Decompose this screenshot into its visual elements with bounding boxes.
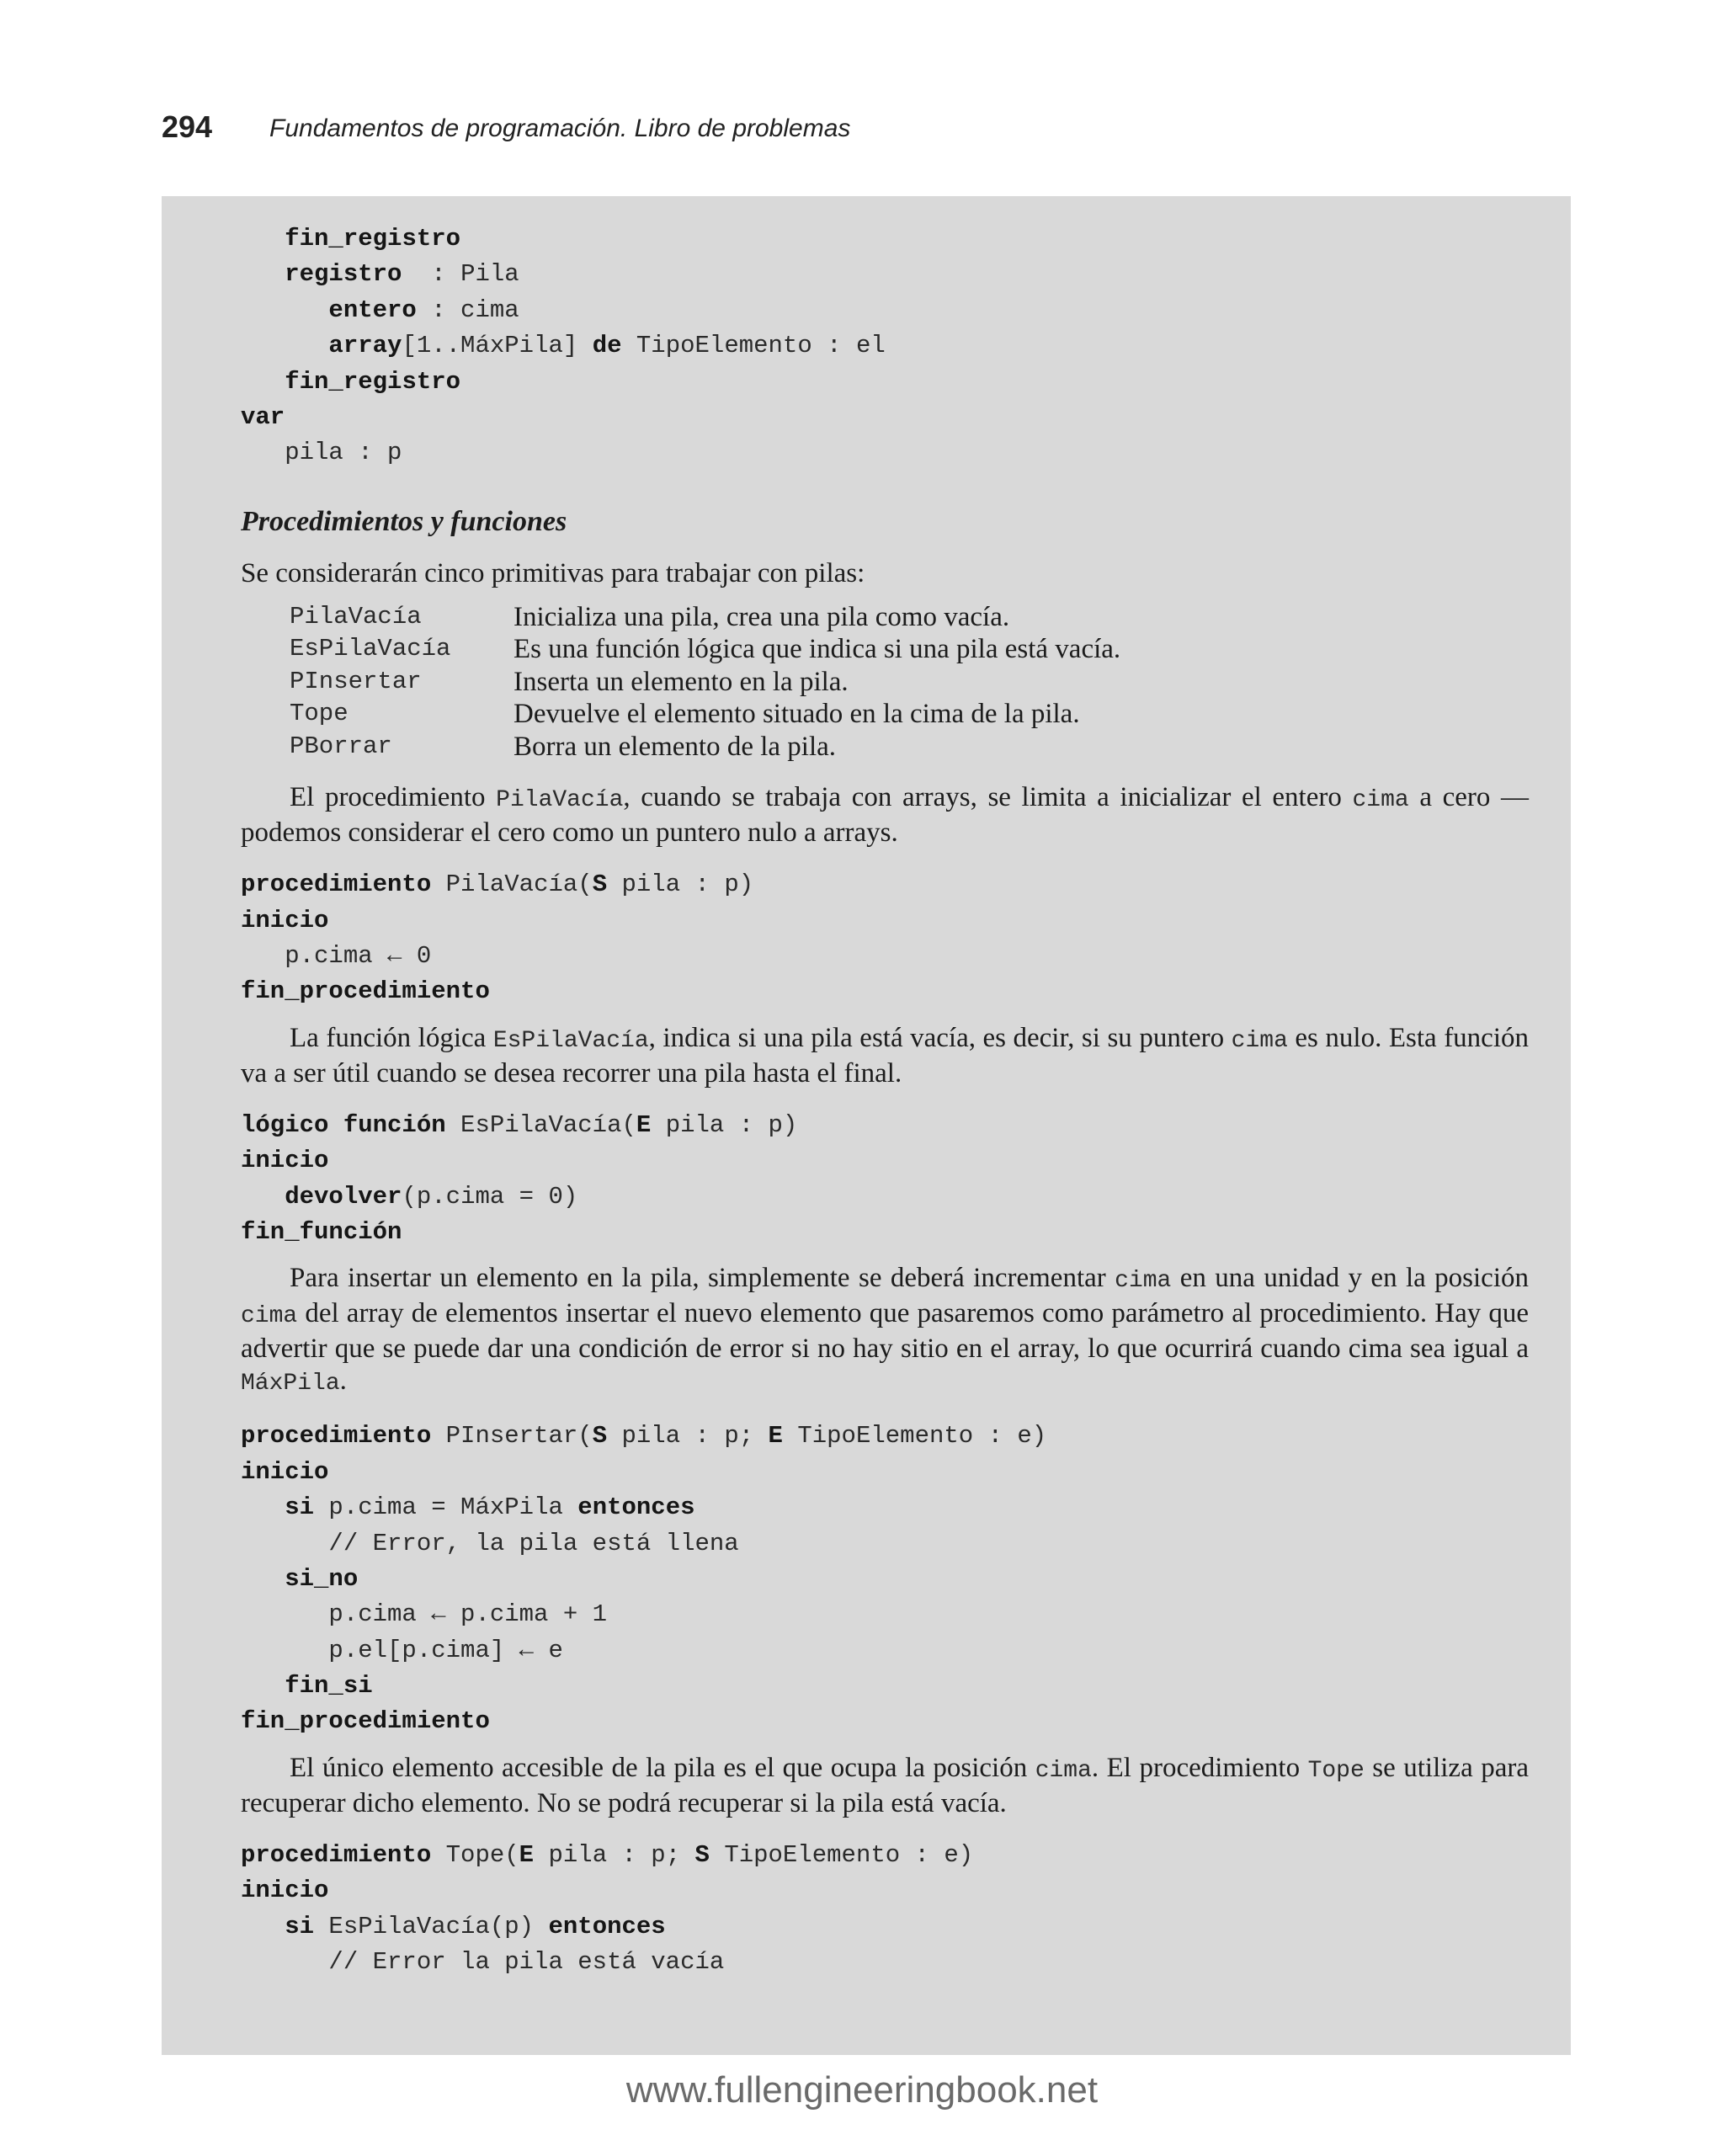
paragraph-espilavacia: [241, 1022, 1529, 1089]
code-keyword: entonces: [577, 1493, 695, 1522]
paragraph-text: en una unidad y en la posición: [1171, 1263, 1529, 1294]
code-text: TipoElemento : el: [621, 332, 886, 360]
code-text: [241, 1565, 285, 1593]
inline-code: cima: [1035, 1757, 1092, 1784]
paragraph-text: es nulo. Esta función va a ser útil cuando se desea recorrer una pila hasta el final.: [241, 1022, 1529, 1089]
code-keyword: fin_registro: [285, 367, 461, 396]
code-text: EsPilaVacía(p): [314, 1912, 549, 1940]
code-line: [241, 1669, 1529, 1704]
code-keyword: inicio: [241, 906, 329, 934]
code-line: [241, 1215, 1529, 1250]
code-keyword: fin_registro: [285, 225, 461, 253]
code-line: [241, 1455, 1529, 1490]
code-text: : cima: [416, 295, 519, 324]
paragraph-text: . El procedimiento: [1091, 1752, 1308, 1783]
code-line: [241, 293, 1529, 328]
inline-code: MáxPila: [241, 1371, 340, 1397]
primitive-name: EsPilaVacía: [290, 635, 451, 663]
code-text: [241, 368, 285, 396]
code-text: [241, 1672, 285, 1700]
code-line: [241, 939, 1529, 974]
list-item: [290, 666, 1529, 699]
code-line: [241, 1838, 1529, 1873]
code-text: Tope(: [431, 1840, 519, 1869]
inline-code: PilaVacía: [496, 787, 624, 814]
code-keyword: devolver: [285, 1182, 402, 1211]
primitives-list: [290, 601, 1529, 764]
paragraph-tope: [241, 1752, 1529, 1819]
code-text: // Error, la pila está llena: [241, 1529, 739, 1557]
code-keyword: S: [592, 1422, 608, 1451]
code-text: [241, 260, 285, 288]
code-keyword: procedimiento: [241, 1840, 432, 1869]
code-keyword: lógico función: [241, 1110, 446, 1139]
list-item: [290, 698, 1529, 731]
list-item: [290, 731, 1529, 764]
code-text: p.cima = MáxPila: [314, 1493, 578, 1522]
paragraph-text: , cuando se trabaja con arrays, se limita a inicializar el entero: [623, 782, 1353, 813]
code-keyword: entonces: [548, 1912, 666, 1940]
primitive-name: Tope: [290, 700, 349, 728]
code-text: pila : p: [241, 439, 402, 467]
code-line: [241, 1633, 1529, 1669]
code-line: [241, 867, 1529, 902]
code-text: (p.cima = 0): [402, 1182, 578, 1211]
list-item: [290, 633, 1529, 666]
code-keyword: E: [768, 1422, 783, 1451]
inline-code: cima: [1231, 1027, 1288, 1054]
code-line: [241, 974, 1529, 1009]
code-line: [241, 1597, 1529, 1632]
watermark-url: www.fullengineeringbook.net: [625, 2069, 1099, 2111]
intro-paragraph: Se considerarán cinco primitivas para trabajar con pilas:: [241, 557, 865, 588]
code-block-pilavacia: [241, 867, 1529, 1010]
code-block-espilavacia: [241, 1108, 1529, 1251]
code-keyword: E: [519, 1840, 535, 1869]
code-line: [241, 1108, 1529, 1143]
code-text: [241, 225, 285, 253]
code-text: [241, 1183, 285, 1211]
primitive-description: Es una función lógica que indica si una pila está vacía.: [513, 634, 1121, 665]
primitive-description: Borra un elemento de la pila.: [513, 731, 837, 762]
code-line: [241, 1490, 1529, 1525]
code-block-pinsertar: [241, 1419, 1529, 1740]
page-number: 294: [162, 109, 213, 144]
code-keyword: si: [285, 1912, 315, 1940]
code-line: [241, 328, 1529, 364]
inline-code: cima: [1115, 1268, 1172, 1295]
code-text: p.el[p.cima] ← e: [241, 1636, 563, 1664]
code-line: [241, 257, 1529, 292]
code-text: pila : p): [651, 1110, 798, 1139]
code-text: PInsertar(: [431, 1422, 593, 1451]
code-line: [241, 1179, 1529, 1215]
paragraph-pilavacia: [241, 781, 1529, 849]
code-text: p.cima ← p.cima + 1: [241, 1600, 608, 1629]
code-text: PilaVacía(: [431, 870, 593, 899]
paragraph-text: .: [339, 1365, 347, 1397]
code-keyword: array: [328, 332, 402, 360]
code-keyword: si: [285, 1493, 315, 1522]
code-text: EsPilaVacía(: [445, 1110, 636, 1139]
code-text: // Error la pila está vacía: [241, 1948, 725, 1977]
paragraph-text: del array de elementos insertar el nuevo elemento que pasaremos como parámetro al procedimiento. Hay que advertir que se puede dar una condición de error si no hay sitio en el array, lo que ocurrirá cuando cima sea igual a: [241, 1298, 1529, 1365]
code-text: [241, 1913, 285, 1940]
code-keyword: entero: [328, 295, 417, 324]
code-keyword: S: [592, 870, 608, 899]
primitive-description: Devuelve el elemento situado en la cima de la pila.: [513, 699, 1080, 730]
code-text: [241, 1493, 285, 1521]
primitive-name: PBorrar: [290, 732, 392, 760]
paragraph-text: se utiliza para recuperar dicho elemento. No se podrá recuperar si la pila está vacía.: [241, 1752, 1529, 1818]
inline-code: Tope: [1307, 1757, 1365, 1784]
inline-code: cima: [241, 1303, 298, 1330]
code-keyword: si_no: [285, 1564, 359, 1593]
code-line: [241, 1526, 1529, 1562]
code-line: [241, 1945, 1529, 1980]
paragraph-text: El único elemento accesible de la pila es el que ocupa la posición: [290, 1752, 1035, 1783]
code-text: TipoElemento : e): [709, 1840, 974, 1869]
content-body: [241, 221, 1529, 1980]
code-line: [241, 435, 1529, 471]
code-keyword: inicio: [241, 1147, 329, 1175]
code-line: [241, 903, 1529, 939]
code-text: pila : p;: [534, 1840, 695, 1869]
code-line: [241, 1909, 1529, 1945]
content-panel: [162, 196, 1571, 2055]
code-line: [241, 365, 1529, 400]
code-line: [241, 221, 1529, 257]
code-text: : Pila: [402, 260, 519, 289]
inline-code: cima: [1352, 787, 1409, 814]
code-keyword: procedimiento: [241, 870, 432, 899]
code-block-tope: [241, 1838, 1529, 1981]
running-title: Fundamentos de programación. Libro de problemas: [269, 114, 851, 142]
paragraph-text: , indica si una pila está vacía, es decir, si su puntero: [648, 1022, 1232, 1053]
code-text: pila : p): [607, 870, 754, 899]
primitive-name: PInsertar: [290, 667, 422, 695]
code-text: [241, 332, 328, 359]
list-item: [290, 601, 1529, 634]
code-line: [241, 1419, 1529, 1454]
code-keyword: inicio: [241, 1457, 329, 1486]
inline-code: EsPilaVacía: [492, 1027, 649, 1054]
code-keyword: var: [241, 402, 285, 431]
code-keyword: E: [636, 1110, 652, 1139]
code-text: [1..MáxPila]: [402, 332, 593, 360]
code-line: [241, 1873, 1529, 1908]
paragraph-text: Para insertar un elemento en la pila, simplemente se deberá incrementar: [290, 1263, 1115, 1294]
code-keyword: de: [592, 332, 622, 360]
code-block-type-declaration: [241, 221, 1529, 471]
section-heading: Procedimientos y funciones: [241, 505, 567, 537]
primitive-name: PilaVacía: [290, 602, 422, 631]
code-keyword: S: [694, 1840, 710, 1869]
code-text: TipoElemento : e): [782, 1422, 1047, 1451]
code-keyword: fin_función: [241, 1217, 402, 1246]
code-text: [241, 296, 328, 324]
code-keyword: fin_procedimiento: [241, 977, 490, 1006]
code-line: [241, 1704, 1529, 1739]
primitive-description: Inicializa una pila, crea una pila como vacía.: [513, 601, 1010, 632]
paragraph-text: La función lógica: [290, 1022, 493, 1053]
primitive-description: Inserta un elemento en la pila.: [513, 666, 849, 697]
code-line: [241, 1143, 1529, 1179]
code-keyword: fin_procedimiento: [241, 1707, 490, 1736]
paragraph-pinsertar: [241, 1262, 1529, 1400]
code-line: [241, 400, 1529, 435]
code-line: [241, 1562, 1529, 1597]
code-keyword: fin_si: [285, 1672, 373, 1701]
code-keyword: registro: [285, 260, 402, 289]
code-text: pila : p;: [607, 1422, 769, 1451]
code-keyword: inicio: [241, 1877, 329, 1905]
code-text: p.cima ← 0: [241, 942, 432, 971]
paragraph-text: a cero —podemos considerar el cero como un puntero nulo a arrays.: [241, 782, 1529, 849]
paragraph-text: El procedimiento: [290, 782, 497, 813]
code-keyword: procedimiento: [241, 1422, 432, 1451]
